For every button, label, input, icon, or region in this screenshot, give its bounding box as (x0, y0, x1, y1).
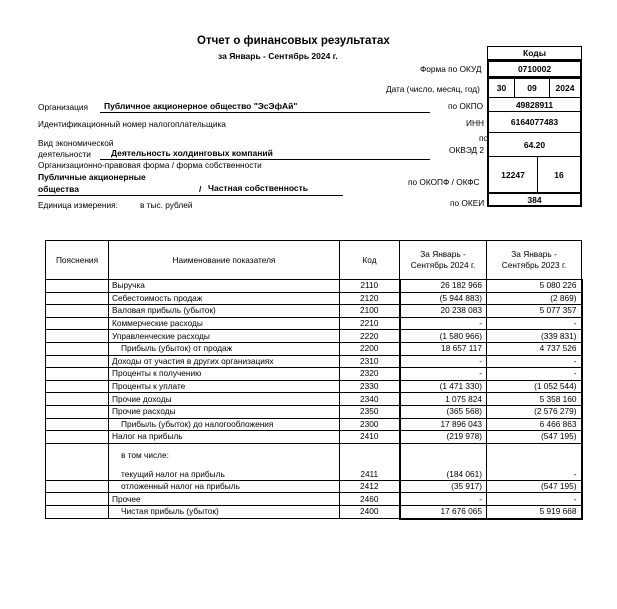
table-row (46, 280, 582, 293)
row-code: 2120 (340, 292, 400, 305)
row-name: Управленческие расходы (109, 330, 340, 343)
row-code: 2411 (340, 443, 400, 480)
form-value-1: Публичные акционерные (38, 172, 146, 182)
row-previous: (547 195) (487, 480, 582, 493)
row-code: 2412 (340, 480, 400, 493)
unit-label: Единица измерения: (38, 200, 118, 210)
row-previous: - (487, 493, 582, 506)
table-row (46, 505, 582, 518)
row-code: 2460 (340, 493, 400, 506)
row-current: (184 061) (400, 443, 487, 480)
row-previous: - (487, 443, 582, 480)
ownership-value: Частная собственность (208, 183, 309, 193)
report-period: за Январь - Сентябрь 2024 г. (218, 51, 338, 61)
date-month: 09 (514, 78, 550, 98)
row-name: отложенный налог на прибыль (109, 480, 340, 493)
unit-value: в тыс. рублей (140, 200, 193, 210)
row-code: 2350 (340, 405, 400, 418)
row-current: 1 075 824 (400, 393, 487, 406)
row-name: Коммерческие расходы (109, 317, 340, 330)
row-current: 17 896 043 (400, 418, 487, 431)
activity-label-1: Вид экономической (38, 138, 114, 148)
okfs-value: 16 (537, 156, 582, 193)
form-value-2: общества (38, 184, 79, 194)
row-name-main: текущий налог на прибыль (121, 468, 225, 479)
row-current: 18 657 117 (400, 342, 487, 355)
table-row (46, 317, 582, 330)
row-previous: - (487, 355, 582, 368)
row-current: (365 568) (400, 405, 487, 418)
inn-code-label: ИНН (466, 118, 484, 128)
inn-value: 6164077483 (487, 111, 582, 133)
row-current: (35 917) (400, 480, 487, 493)
table-row (46, 368, 582, 381)
header-notes: Пояснения (46, 241, 109, 280)
header-prev-line2: Сентябрь 2023 г. (501, 260, 567, 270)
row-previous: 5 358 160 (487, 393, 582, 406)
row-current: - (400, 355, 487, 368)
okud-label: Форма по ОКУД (420, 64, 482, 74)
row-current: (1 580 966) (400, 330, 487, 343)
row-name: Прочее (109, 493, 340, 506)
okved-value: 64.20 (487, 132, 582, 157)
row-previous: - (487, 368, 582, 381)
date-year: 2024 (549, 78, 582, 98)
row-name: Прочие расходы (109, 405, 340, 418)
table-row (46, 431, 582, 444)
row-code: 2220 (340, 330, 400, 343)
row-code: 2110 (340, 280, 400, 293)
header-prev-line1: За Январь - (511, 249, 557, 259)
row-previous: 5 919 668 (487, 505, 582, 518)
row-name: Валовая прибыль (убыток) (109, 305, 340, 318)
row-previous: 5 080 226 (487, 280, 582, 293)
okved-label-1: по (479, 133, 489, 143)
row-code: 2400 (340, 505, 400, 518)
row-code: 2340 (340, 393, 400, 406)
row-current: 26 182 966 (400, 280, 487, 293)
table-row (46, 292, 582, 305)
row-previous: (2 869) (487, 292, 582, 305)
row-current: - (400, 368, 487, 381)
form-underline (38, 195, 343, 196)
table-row (46, 418, 582, 431)
row-previous: - (487, 317, 582, 330)
okei-label: по ОКЕИ (450, 198, 485, 208)
row-previous: (2 576 279) (487, 405, 582, 418)
row-current: (5 944 883) (400, 292, 487, 305)
row-previous: 4 737 526 (487, 342, 582, 355)
row-name: Проценты к уплате (109, 380, 340, 393)
row-name-prefix: в том числе: (121, 449, 169, 460)
okei-value: 384 (487, 192, 582, 207)
row-name (109, 443, 340, 480)
report-title: Отчет о финансовых результатах (197, 35, 390, 47)
date-day: 30 (487, 78, 515, 98)
row-name: Себестоимость продаж (109, 292, 340, 305)
row-current: - (400, 493, 487, 506)
okpo-label: по ОКПО (448, 101, 484, 111)
table-row (46, 493, 582, 506)
table-row (46, 355, 582, 368)
table-row (46, 305, 582, 318)
table-row (46, 342, 582, 355)
okud-value: 0710002 (487, 60, 582, 78)
header-cur-line1: За Январь - (420, 249, 466, 259)
row-previous: (547 195) (487, 431, 582, 444)
row-name: Выручка (109, 280, 340, 293)
table-row (46, 480, 582, 493)
row-code: 2330 (340, 380, 400, 393)
row-previous: (1 052 544) (487, 380, 582, 393)
row-current: (1 471 330) (400, 380, 487, 393)
row-code: 2300 (340, 418, 400, 431)
row-current: 17 676 065 (400, 505, 487, 518)
okved-label-2: ОКВЭД 2 (449, 145, 485, 155)
org-label: Организация (38, 102, 89, 112)
header-name: Наименование показателя (109, 241, 340, 280)
codes-heading: Коды (487, 46, 582, 60)
inn-label: Идентификационный номер налогоплательщика (38, 119, 226, 129)
row-name: Доходы от участия в других организациях (109, 355, 340, 368)
header-code: Код (340, 241, 400, 280)
table-row (46, 405, 582, 418)
row-current: - (400, 317, 487, 330)
financial-results-table (45, 240, 583, 520)
row-name: Налог на прибыль (109, 431, 340, 444)
header-current-period (400, 241, 487, 280)
row-name: Проценты к получению (109, 368, 340, 381)
okopf-value: 12247 (487, 156, 538, 193)
row-name: Прибыль (убыток) от продаж (109, 342, 340, 355)
form-separator: / (199, 184, 202, 194)
row-current: 20 238 083 (400, 305, 487, 318)
date-label: Дата (число, месяц, год) (386, 84, 480, 94)
row-previous: 5 077 357 (487, 305, 582, 318)
row-code: 2210 (340, 317, 400, 330)
row-previous: 6 466 863 (487, 418, 582, 431)
row-name: Прочие доходы (109, 393, 340, 406)
header-cur-line2: Сентябрь 2024 г. (410, 260, 476, 270)
okpo-value: 49828911 (487, 97, 582, 112)
okopf-label: по ОКОПФ / ОКФС (408, 177, 480, 187)
table-row (46, 380, 582, 393)
row-previous: (339 831) (487, 330, 582, 343)
row-code: 2320 (340, 368, 400, 381)
org-name: Публичное акционерное общество "ЭсЭфАй" (104, 101, 298, 111)
activity-label-2: деятельности (38, 149, 91, 159)
table-row (46, 443, 582, 480)
row-code: 2200 (340, 342, 400, 355)
header-previous-period (487, 241, 582, 280)
row-code: 2100 (340, 305, 400, 318)
activity-value: Деятельность холдинговых компаний (111, 148, 273, 158)
row-code: 2410 (340, 431, 400, 444)
row-current: (219 978) (400, 431, 487, 444)
row-code: 2310 (340, 355, 400, 368)
row-name: Чистая прибыль (убыток) (109, 505, 340, 518)
row-name: Прибыль (убыток) до налогообложения (109, 418, 340, 431)
form-label: Организационно-правовая форма / форма собственности (38, 160, 262, 170)
org-underline (100, 112, 430, 113)
table-row (46, 393, 582, 406)
table-row (46, 330, 582, 343)
